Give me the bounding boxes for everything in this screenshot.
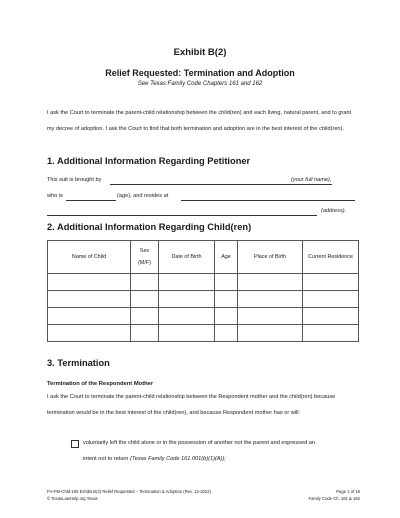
footer-form-id: FH-FM-Chld-106 Exhibit B(2) Relief Requested – Termination & Adoption (Rev. 12-2022): [47, 489, 211, 494]
age-hint: (age), and resides at: [117, 193, 169, 199]
table-row: [48, 291, 359, 308]
table-cell[interactable]: [215, 291, 238, 308]
table-cell[interactable]: [48, 308, 131, 325]
table-row: [48, 274, 359, 291]
address-field-2[interactable]: [47, 208, 317, 216]
table-cell[interactable]: [131, 291, 159, 308]
table-cell[interactable]: [303, 308, 359, 325]
footer-right: [309, 489, 360, 502]
full-name-hint: (your full name),: [291, 177, 332, 183]
col-sex: [131, 241, 159, 274]
table-cell[interactable]: [215, 274, 238, 291]
footer-left: [47, 489, 211, 502]
table-cell[interactable]: [48, 274, 131, 291]
col-name-of-child: Name of Child: [48, 241, 131, 274]
petitioner-age-line: [47, 193, 357, 203]
col-date-of-birth: Date of Birth: [159, 241, 215, 274]
checkbox-option-text: voluntarily left the child alone or in the possession of another not the parent and expressed an: [83, 440, 315, 446]
footer-copyright: © TexasLawHelp.org Texas: [47, 495, 98, 501]
table-cell[interactable]: [159, 291, 215, 308]
section-3-heading: 3. Termination: [47, 358, 110, 368]
table-cell[interactable]: [215, 308, 238, 325]
exhibit-label: Exhibit B(2): [173, 47, 227, 58]
table-cell[interactable]: [238, 325, 303, 342]
address-field-1[interactable]: [181, 193, 355, 201]
children-table: [47, 240, 359, 342]
table-cell[interactable]: [159, 308, 215, 325]
checkbox-option-text-2: [83, 452, 363, 468]
col-sex-label: Sex: [139, 248, 150, 254]
page-subtitle: See Texas Family Code Chapters 161 and 162: [137, 81, 263, 87]
who-is-label: who is: [47, 193, 63, 199]
age-field[interactable]: [66, 193, 116, 201]
col-age: Age: [215, 241, 238, 274]
petitioner-address-line: [47, 208, 357, 218]
table-cell[interactable]: [303, 274, 359, 291]
table-cell[interactable]: [215, 325, 238, 342]
intro-paragraph: I ask the Court to terminate the parent-child relationship between the child(ren) and each living, natural parent, and to grant my decree of adoption. I ask the Court to find that both termination and adoption are in the best interest of the child(ren).: [47, 110, 352, 132]
table-cell[interactable]: [303, 291, 359, 308]
table-cell[interactable]: [159, 325, 215, 342]
table-row: [48, 308, 359, 325]
section-2-heading: 2. Additional Information Regarding Child(ren): [47, 222, 252, 232]
page-title: Relief Requested: Termination and Adoption: [105, 68, 295, 78]
brought-by-label: This suit is brought by: [47, 177, 102, 183]
footer-code-ref: Family Code Ch. 161 & 162: [308, 495, 360, 501]
section-1-heading: 1. Additional Information Regarding Petitioner: [47, 156, 251, 166]
col-current-residence: Current Residence: [303, 241, 359, 274]
table-cell[interactable]: [131, 274, 159, 291]
table-cell[interactable]: [303, 325, 359, 342]
col-place-of-birth: Place of Birth: [238, 241, 303, 274]
address-hint: (address).: [321, 208, 347, 214]
table-cell[interactable]: [238, 291, 303, 308]
table-cell[interactable]: [159, 274, 215, 291]
table-cell[interactable]: [48, 291, 131, 308]
section-3-subheading: Termination of the Respondent Mother: [47, 381, 154, 387]
table-cell[interactable]: [238, 274, 303, 291]
table-cell[interactable]: [238, 308, 303, 325]
petitioner-name-line: [47, 177, 357, 187]
footer-page-number: Page 1 of 18: [336, 489, 360, 494]
col-sex-hint: (M/F): [138, 260, 151, 266]
table-row: [48, 325, 359, 342]
checkbox-option-citation: (Texas Family Code 161.001(b)(1)(A));: [129, 456, 226, 462]
table-cell[interactable]: [131, 325, 159, 342]
table-cell[interactable]: [48, 325, 131, 342]
termination-paragraph: I ask the Court to terminate the parent-child relationship between the Respondent mother and the child(ren) because termination would be in the best interest of the child(ren), and because Respondent mother has or will:: [47, 394, 336, 416]
table-cell[interactable]: [131, 308, 159, 325]
checkbox-option-text-2-main: intent not to return: [83, 456, 129, 462]
table-header-row: [48, 241, 359, 274]
voluntarily-left-checkbox[interactable]: [71, 440, 79, 448]
